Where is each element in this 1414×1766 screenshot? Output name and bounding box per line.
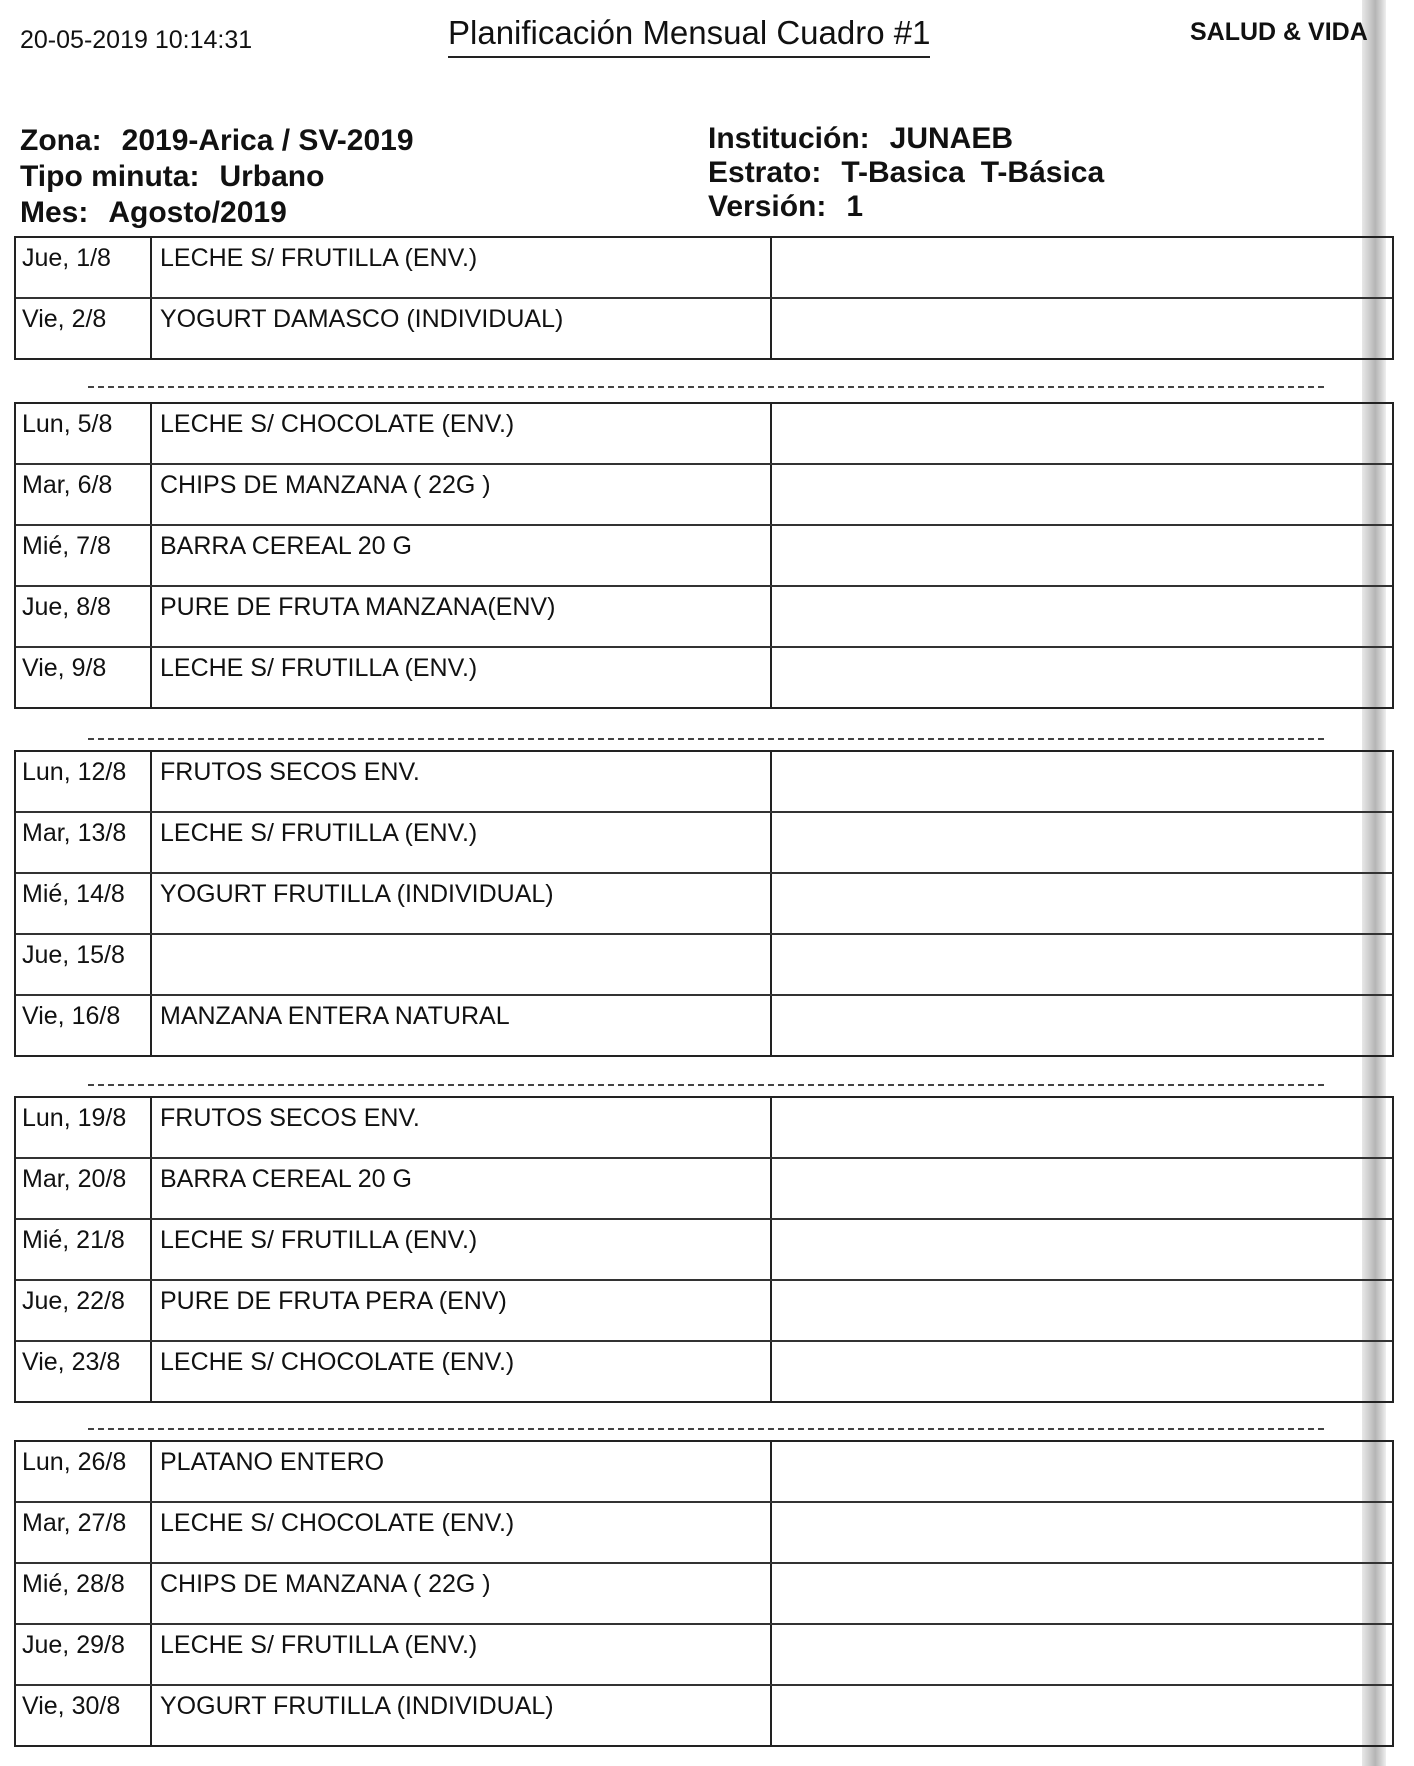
menu-item-cell: LECHE S/ CHOCOLATE (ENV.) — [152, 1503, 772, 1562]
table-row — [16, 587, 1392, 648]
menu-item-cell: LECHE S/ FRUTILLA (ENV.) — [152, 1220, 772, 1279]
table-row — [16, 526, 1392, 587]
day-cell: Jue, 22/8 — [16, 1281, 152, 1340]
week-block-5 — [14, 1440, 1394, 1747]
blank-cell — [772, 648, 1392, 707]
table-row — [16, 1564, 1392, 1625]
blank-cell — [772, 752, 1392, 811]
blank-cell — [772, 1503, 1392, 1562]
menu-item-cell: CHIPS DE MANZANA ( 22G ) — [152, 465, 772, 524]
week-block-3 — [14, 750, 1394, 1057]
day-cell: Vie, 9/8 — [16, 648, 152, 707]
table-row — [16, 648, 1392, 707]
day-cell: Lun, 12/8 — [16, 752, 152, 811]
table-row — [16, 874, 1392, 935]
mes-label: Mes: — [20, 196, 89, 229]
estrato-value-2: T-Básica — [980, 156, 1105, 189]
blank-cell — [772, 299, 1392, 358]
table-row — [16, 299, 1392, 358]
menu-item-cell: BARRA CEREAL 20 G — [152, 526, 772, 585]
day-cell: Vie, 2/8 — [16, 299, 152, 358]
menu-item-cell: LECHE S/ FRUTILLA (ENV.) — [152, 1625, 772, 1684]
blank-cell — [772, 526, 1392, 585]
estrato-value: T-Basica — [841, 156, 965, 189]
blank-cell — [772, 1625, 1392, 1684]
blank-cell — [772, 238, 1392, 297]
table-row — [16, 465, 1392, 526]
week-separator — [88, 1428, 1324, 1430]
blank-cell — [772, 1342, 1392, 1401]
blank-cell — [772, 1281, 1392, 1340]
day-cell: Mié, 28/8 — [16, 1564, 152, 1623]
week-separator — [88, 738, 1324, 740]
version-label: Versión: — [708, 190, 827, 223]
menu-item-cell: BARRA CEREAL 20 G — [152, 1159, 772, 1218]
blank-cell — [772, 874, 1392, 933]
zona-line — [20, 124, 414, 158]
mes-line — [20, 196, 287, 230]
print-timestamp: 20-05-2019 10:14:31 — [20, 26, 253, 54]
table-row — [16, 238, 1392, 299]
blank-cell — [772, 813, 1392, 872]
institucion-label: Institución: — [708, 122, 870, 155]
blank-cell — [772, 996, 1392, 1055]
table-row — [16, 1625, 1392, 1686]
week-block-2 — [14, 402, 1394, 709]
table-row — [16, 404, 1392, 465]
week-separator — [88, 386, 1324, 388]
blank-cell — [772, 935, 1392, 994]
menu-item-cell: YOGURT DAMASCO (INDIVIDUAL) — [152, 299, 772, 358]
menu-item-cell: CHIPS DE MANZANA ( 22G ) — [152, 1564, 772, 1623]
menu-item-cell: PURE DE FRUTA MANZANA(ENV) — [152, 587, 772, 646]
week-block-4 — [14, 1096, 1394, 1403]
menu-item-cell: PURE DE FRUTA PERA (ENV) — [152, 1281, 772, 1340]
menu-item-cell — [152, 935, 772, 994]
day-cell: Jue, 15/8 — [16, 935, 152, 994]
table-row — [16, 752, 1392, 813]
menu-item-cell: YOGURT FRUTILLA (INDIVIDUAL) — [152, 1686, 772, 1745]
day-cell: Mié, 14/8 — [16, 874, 152, 933]
day-cell: Lun, 5/8 — [16, 404, 152, 463]
day-cell: Mar, 27/8 — [16, 1503, 152, 1562]
tipo-minuta-label: Tipo minuta: — [20, 160, 200, 193]
brand-name: SALUD & VIDA — [1190, 18, 1368, 46]
table-row — [16, 996, 1392, 1055]
week-block-1 — [14, 236, 1394, 360]
estrato-line — [708, 156, 1104, 190]
page-title: Planificación Mensual Cuadro #1 — [448, 14, 930, 58]
table-row — [16, 1686, 1392, 1745]
menu-item-cell: LECHE S/ CHOCOLATE (ENV.) — [152, 404, 772, 463]
day-cell: Mar, 20/8 — [16, 1159, 152, 1218]
table-row — [16, 1220, 1392, 1281]
day-cell: Mié, 7/8 — [16, 526, 152, 585]
menu-item-cell: MANZANA ENTERA NATURAL — [152, 996, 772, 1055]
blank-cell — [772, 1159, 1392, 1218]
institucion-line — [708, 122, 1013, 156]
blank-cell — [772, 1442, 1392, 1501]
blank-cell — [772, 1686, 1392, 1745]
blank-cell — [772, 587, 1392, 646]
table-row — [16, 1503, 1392, 1564]
menu-item-cell: FRUTOS SECOS ENV. — [152, 1098, 772, 1157]
day-cell: Lun, 19/8 — [16, 1098, 152, 1157]
institucion-value: JUNAEB — [889, 122, 1014, 155]
table-row — [16, 1342, 1392, 1401]
table-row — [16, 813, 1392, 874]
tipo-minuta-line — [20, 160, 324, 194]
zona-label: Zona: — [20, 124, 102, 157]
day-cell: Vie, 30/8 — [16, 1686, 152, 1745]
day-cell: Vie, 16/8 — [16, 996, 152, 1055]
table-row — [16, 1442, 1392, 1503]
day-cell: Lun, 26/8 — [16, 1442, 152, 1501]
day-cell: Jue, 8/8 — [16, 587, 152, 646]
day-cell: Jue, 1/8 — [16, 238, 152, 297]
menu-item-cell: YOGURT FRUTILLA (INDIVIDUAL) — [152, 874, 772, 933]
day-cell: Mar, 13/8 — [16, 813, 152, 872]
day-cell: Jue, 29/8 — [16, 1625, 152, 1684]
blank-cell — [772, 404, 1392, 463]
blank-cell — [772, 1220, 1392, 1279]
table-row — [16, 1281, 1392, 1342]
menu-item-cell: LECHE S/ CHOCOLATE (ENV.) — [152, 1342, 772, 1401]
table-row — [16, 1098, 1392, 1159]
table-row — [16, 935, 1392, 996]
blank-cell — [772, 1098, 1392, 1157]
day-cell: Vie, 23/8 — [16, 1342, 152, 1401]
version-value: 1 — [846, 190, 864, 223]
version-line — [708, 190, 863, 224]
table-row — [16, 1159, 1392, 1220]
blank-cell — [772, 1564, 1392, 1623]
day-cell: Mar, 6/8 — [16, 465, 152, 524]
week-separator — [88, 1084, 1324, 1086]
menu-item-cell: PLATANO ENTERO — [152, 1442, 772, 1501]
mes-value: Agosto/2019 — [108, 196, 287, 229]
menu-item-cell: FRUTOS SECOS ENV. — [152, 752, 772, 811]
menu-item-cell: LECHE S/ FRUTILLA (ENV.) — [152, 813, 772, 872]
zona-value: 2019-Arica / SV-2019 — [121, 124, 414, 157]
tipo-minuta-value: Urbano — [219, 160, 325, 193]
day-cell: Mié, 21/8 — [16, 1220, 152, 1279]
menu-item-cell: LECHE S/ FRUTILLA (ENV.) — [152, 238, 772, 297]
estrato-label: Estrato: — [708, 156, 822, 189]
blank-cell — [772, 465, 1392, 524]
menu-item-cell: LECHE S/ FRUTILLA (ENV.) — [152, 648, 772, 707]
